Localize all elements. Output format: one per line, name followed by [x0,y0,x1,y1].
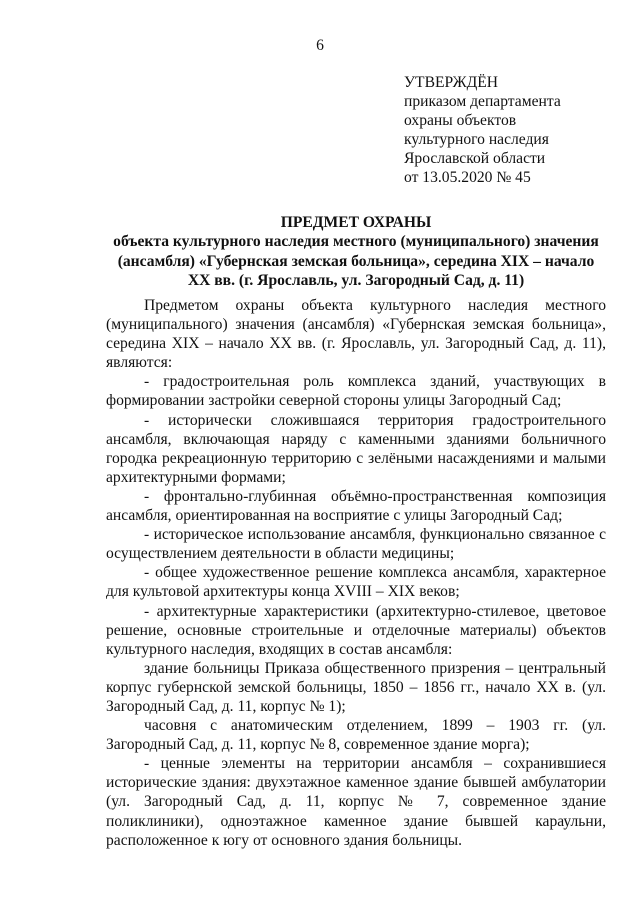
approval-line: приказом департамента [404,93,561,111]
list-item: - градостроительная роль комплекса зданий, участвующих в формировании застройки северной стороны улицы Загородный Сад; [106,373,606,410]
approval-line: охраны объектов [404,112,517,130]
heading-line: (ансамбля) «Губернская земская больница», середина XIX – начало [117,252,595,270]
list-item: - исторически сложившаяся территория градостроительного ансамбля, включающая наряду с каменными зданиями больничного городка рекреационную территорию с зелёными насаждениями и малыми архитектурными формами; [106,411,606,486]
approval-line: УТВЕРЖДЁН [404,74,499,91]
approval-line: Ярославской области [404,150,546,168]
heading-line: объекта культурного наследия местного (муниципального) значения [113,233,599,251]
list-item: - общее художественное решение комплекса ансамбля, характерное для культовой архитектуры конца XVIII – XIX веков; [106,564,606,601]
list-item: - архитектурные характеристики (архитектурно-стилевое, цветовое решение, основные строительные и отделочные материалы) объектов культурного наследия, входящих в состав ансамбля: [106,602,606,658]
sub-item: часовня с анатомическим отделением, 1899 – 1903 гг. (ул. Загородный Сад, д. 11, корпус № 8, современное здание морга); [106,717,606,754]
approval-line: культурного наследия [404,131,549,149]
page-number: 6 [316,37,324,54]
list-item: - фронтально-глубинная объёмно-пространственная композиция ансамбля, ориентированная на восприятие с улицы Загородный Сад; [106,487,606,525]
list-item: - ценные элементы на территории ансамбля – сохранившиеся исторические здания: двухэтажное каменное здание бывшей амбулатории (ул. Загородный Сад, д. 11, корпус № 7, современное здание поликлиники), одноэтажное каменное здание бывшей караульни, расположенное к югу от основного здания больницы. [106,755,606,849]
sub-item: здание больницы Приказа общественного призрения – центральный корпус губернской земской больницы, 1850 – 1856 гг., начало XX в. (ул. Загородный Сад, д. 11, корпус № 1); [106,659,606,715]
heading-title: ПРЕДМЕТ ОХРАНЫ [280,214,432,231]
approval-stamp [404,73,561,188]
list-item: - историческое использование ансамбля, функционально связанное с осуществлением деятельности в области медицины; [106,526,606,563]
document-heading [106,213,606,291]
heading-line: XX вв. (г. Ярославль, ул. Загородный Сад, д. 11) [187,272,525,290]
intro-paragraph: Предметом охраны объекта культурного наследия местного (муниципального) значения (ансамбля) «Губернская земская больница», середина XIX – начало XX вв. (г. Ярославль, ул. Загородный Сад, д. 11), являются: [106,297,606,372]
document-body [106,296,606,850]
approval-line: от 13.05.2020 № 45 [404,169,531,187]
